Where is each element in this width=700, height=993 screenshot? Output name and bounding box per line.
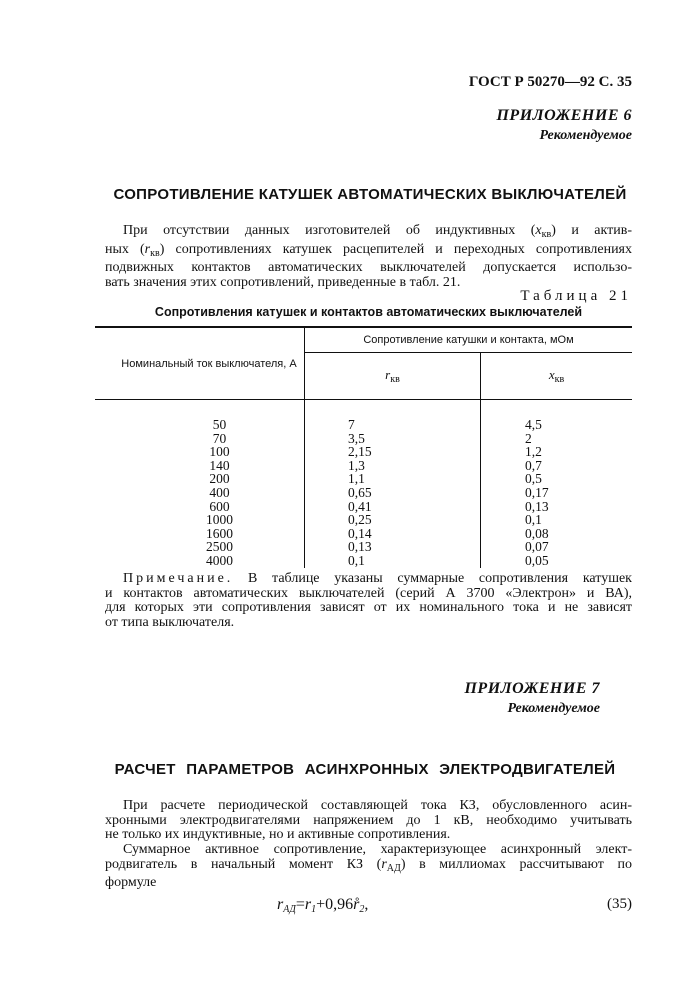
text-line: подвижных контактов автоматических выключателей допускается использо- <box>105 260 632 276</box>
motor-paragraph-1 <box>105 799 632 843</box>
col-header-r: $r_{кв}$ <box>305 353 481 400</box>
appendix-7-heading <box>464 680 600 717</box>
cell-r: 0,14 <box>305 527 481 541</box>
col-header-current: Номинальный ток выключателя, А <box>95 327 305 400</box>
cell-r: 1,1 <box>305 472 481 486</box>
cell-x: 4,5 <box>481 418 633 432</box>
cell-current: 2500 <box>206 539 233 555</box>
text-line: не только их индуктивные, но и активные сопротивления. <box>105 827 451 843</box>
text-line: для которых эти сопротивления зависят от их номинального тока и не зависят <box>105 600 632 616</box>
cell-current: 70 <box>212 430 227 446</box>
table-note <box>105 572 632 630</box>
table-row <box>95 500 632 514</box>
cell-x: 0,1 <box>481 513 633 527</box>
section-title: СОПРОТИВЛЕНИЕ КАТУШЕК АВТОМАТИЧЕСКИХ ВЫКЛЮЧАТЕЛЕЙ <box>113 186 627 203</box>
text-line: При отсутствии данных изготовителей об индуктивных $(x_{кв})$ и актив- <box>123 223 632 240</box>
text-line: ных $(r_{кв})$ сопротивлениях катушек расцепителей и переходных сопротивлениях <box>105 241 632 259</box>
cell-current: 1600 <box>206 525 233 541</box>
cell-r: 0,13 <box>305 540 481 554</box>
text-line: вать значения этих сопротивлений, приведенные в табл. 21. <box>105 274 461 290</box>
cell-x: 0,07 <box>481 540 633 554</box>
appendix-title: ПРИЛОЖЕНИЕ 7 <box>464 680 600 697</box>
cell-x: 0,05 <box>481 554 633 568</box>
cell-r: 0,65 <box>305 486 481 500</box>
cell-r: 0,25 <box>305 513 481 527</box>
cell-r: 1,3 <box>305 459 481 473</box>
cell-r: 0,41 <box>305 500 481 514</box>
cell-x: 0,5 <box>481 472 633 486</box>
cell-current: 200 <box>209 471 230 487</box>
cell-x: 2 <box>481 432 633 446</box>
appendix-6-heading <box>496 107 632 144</box>
table-row <box>95 459 632 473</box>
cell-current: 400 <box>209 484 230 500</box>
cell-x: 1,2 <box>481 445 633 459</box>
text-line: Примечание. В таблице указаны суммарные сопротивления катушек <box>123 571 632 586</box>
col-header-x: $x_{кв}$ <box>481 353 633 400</box>
cell-current: 50 <box>212 417 227 432</box>
cell-r: 3,5 <box>305 432 481 446</box>
table-row <box>95 540 632 554</box>
table-row <box>95 486 632 500</box>
text-line: родвигатель в начальный момент КЗ $(r_{АД})$ в миллиомах рассчитывают по <box>105 856 632 874</box>
cell-current: 4000 <box>206 552 233 568</box>
text-line: При расчете периодической составляющей тока КЗ, обусловленного асин- <box>123 798 632 813</box>
intro-paragraph <box>105 224 632 290</box>
cell-r: 2,15 <box>305 445 481 459</box>
formula-35: $r_{АД}=r_1+0,96r̊_2$, <box>277 896 369 915</box>
table-row <box>95 445 632 459</box>
text-line: от типа выключателя. <box>105 614 235 630</box>
table-row <box>95 513 632 527</box>
cell-x: 0,17 <box>481 486 633 500</box>
motor-paragraph-2 <box>105 843 632 891</box>
text-line: Суммарное активное сопротивление, характеризующее асинхронный элект- <box>123 842 632 857</box>
appendix-status: Рекомендуемое <box>539 128 632 143</box>
cell-r: 7 <box>305 418 481 432</box>
equation-number: (35) <box>607 896 632 912</box>
cell-current: 600 <box>209 498 230 514</box>
cell-x: 0,7 <box>481 459 633 473</box>
cell-x: 0,08 <box>481 527 633 541</box>
text-line: и контактов автоматических выключателей (серий А 3700 «Электрон» и ВА), <box>105 585 632 601</box>
appendix-title: ПРИЛОЖЕНИЕ 6 <box>496 107 632 124</box>
page-header: ГОСТ Р 50270—92 С. 35 <box>468 74 632 90</box>
cell-current: 1000 <box>206 512 233 528</box>
section-title: РАСЧЕТ ПАРАМЕТРОВ АСИНХРОННЫХ ЭЛЕКТРОДВИГАТЕЛЕЙ <box>114 761 616 778</box>
appendix-status: Рекомендуемое <box>507 701 600 716</box>
table-row <box>95 432 632 446</box>
table-row <box>95 527 632 541</box>
table-row <box>95 418 632 432</box>
resistance-table <box>95 326 632 568</box>
table-caption: Сопротивления катушек и контактов автоматических выключателей <box>154 305 583 319</box>
cell-current: 140 <box>209 457 230 473</box>
cell-r: 0,1 <box>305 554 481 568</box>
cell-x: 0,13 <box>481 500 633 514</box>
table-row <box>95 472 632 486</box>
text-line: хронными электродвигателями напряжением до 1 кВ, необходимо учитывать <box>105 812 632 828</box>
col-header-group: Сопротивление катушки и контакта, мОм <box>305 327 633 353</box>
table-number: Таблица 21 <box>520 288 632 304</box>
cell-current: 100 <box>209 444 230 460</box>
text-line: формуле <box>105 875 157 891</box>
table-row <box>95 554 632 568</box>
